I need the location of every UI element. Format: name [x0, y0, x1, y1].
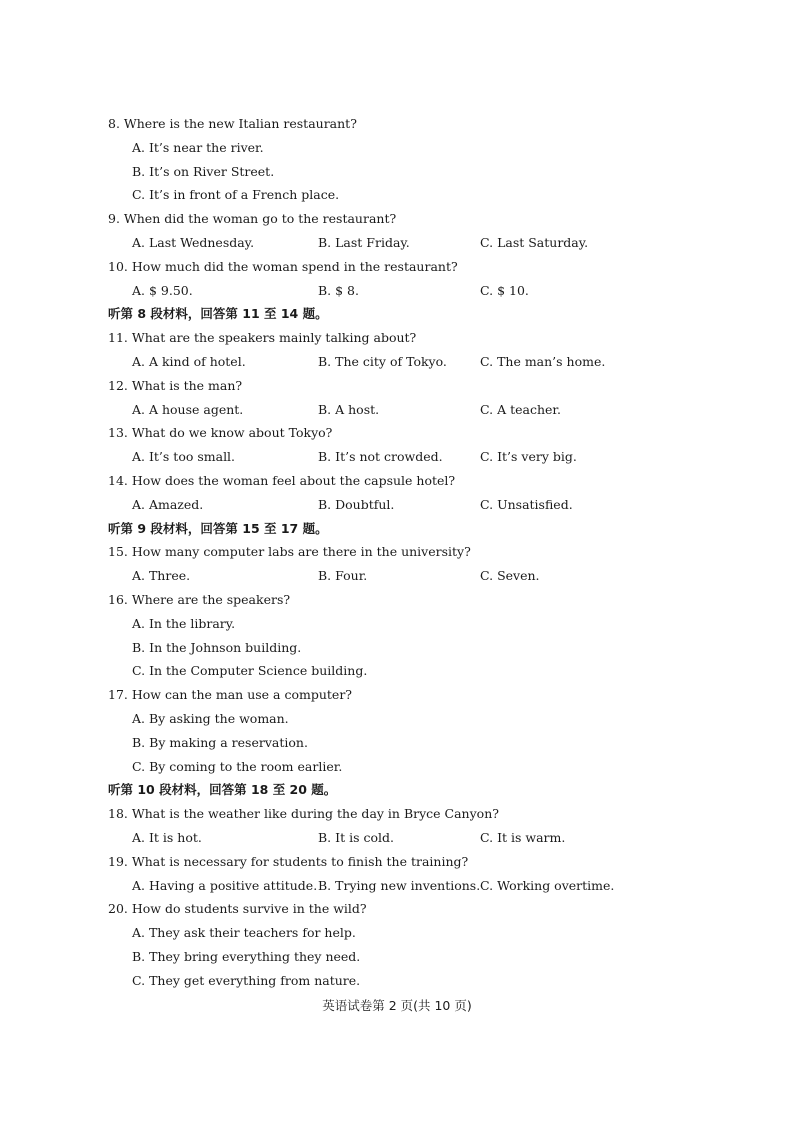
option: A. A kind of hotel. [132, 353, 246, 369]
option: C. A teacher. [480, 401, 561, 417]
option: B. By making a reservation. [132, 734, 308, 750]
question-stem: 12. What is the man? [108, 377, 243, 393]
option: B. $ 8. [318, 282, 359, 298]
option: A. Having a positive attitude. [132, 877, 318, 893]
option: B. It’s not crowded. [318, 449, 443, 465]
option: B. In the Johnson building. [132, 639, 302, 655]
option: B. A host. [318, 401, 380, 417]
question-stem: 14. How does the woman feel about the capsule hotel? [108, 472, 456, 488]
option-row [108, 564, 748, 588]
option: A. In the library. [132, 615, 236, 631]
question-stem: 15. How many computer labs are there in the university? [108, 544, 471, 560]
option: C. Seven. [480, 568, 540, 584]
option: B. They bring everything they need. [132, 948, 361, 964]
section-instruction: 听第 9 段材料，回答第 15 至 17 题。 [108, 520, 328, 536]
option: A. Amazed. [132, 496, 204, 512]
option: C. Unsatisfied. [480, 496, 573, 512]
option-row [108, 493, 748, 517]
question-stem: 20. How do students survive in the wild? [108, 901, 367, 917]
option: C. $ 10. [480, 282, 529, 298]
question-stem: 11. What are the speakers mainly talking about? [108, 330, 417, 346]
option: A. It’s too small. [132, 449, 236, 465]
section-instruction: 听第 8 段材料，回答第 11 至 14 题。 [108, 306, 328, 322]
option: B. Four. [318, 568, 368, 584]
option: A. Three. [132, 568, 191, 584]
option: A. By asking the woman. [132, 710, 289, 726]
question-stem: 8. Where is the new Italian restaurant? [108, 116, 357, 131]
option-row [108, 350, 748, 374]
option: C. Working overtime. [480, 877, 615, 893]
question-stem: 13. What do we know about Tokyo? [108, 425, 333, 441]
option: C. They get everything from nature. [132, 972, 361, 988]
option-row [108, 398, 748, 422]
option: B. It is cold. [318, 829, 394, 845]
option: C. Last Saturday. [480, 234, 589, 250]
option: C. The man’s home. [480, 353, 606, 369]
question-stem: 19. What is necessary for students to finish the training? [108, 853, 469, 869]
option: A. $ 9.50. [132, 282, 193, 298]
option: C. It is warm. [480, 829, 566, 845]
option: A. It’s near the river. [132, 139, 264, 155]
option: C. It’s in front of a French place. [132, 187, 340, 203]
question-stem: 18. What is the weather like during the day in Bryce Canyon? [108, 806, 499, 822]
option-row [108, 231, 748, 255]
section-instruction: 听第 10 段材料，回答第 18 至 20 题。 [108, 782, 337, 798]
option-row [108, 445, 748, 469]
option: C. By coming to the room earlier. [132, 758, 343, 774]
question-stem: 10. How much did the woman spend in the restaurant? [108, 258, 458, 274]
option-row [108, 279, 748, 303]
option: A. Last Wednesday. [132, 234, 255, 250]
question-stem: 16. Where are the speakers? [108, 591, 291, 607]
option: B. The city of Tokyo. [318, 353, 447, 369]
option: B. Trying new inventions. [318, 877, 481, 893]
page-footer: 英语试卷第 2 页(共 10 页) [322, 998, 472, 1013]
option: A. It is hot. [132, 829, 202, 845]
option: B. Last Friday. [318, 234, 410, 250]
option-row [108, 874, 748, 898]
option: B. Doubtful. [318, 496, 395, 512]
option: B. It’s on River Street. [132, 163, 275, 179]
option: C. In the Computer Science building. [132, 663, 368, 679]
question-stem: 9. When did the woman go to the restaurant? [108, 211, 397, 227]
question-stem: 17. How can the man use a computer? [108, 687, 352, 703]
option: A. A house agent. [132, 401, 244, 417]
option: C. It’s very big. [480, 449, 577, 465]
question-list [108, 112, 748, 992]
option: A. They ask their teachers for help. [132, 925, 356, 941]
option-row [108, 826, 748, 850]
